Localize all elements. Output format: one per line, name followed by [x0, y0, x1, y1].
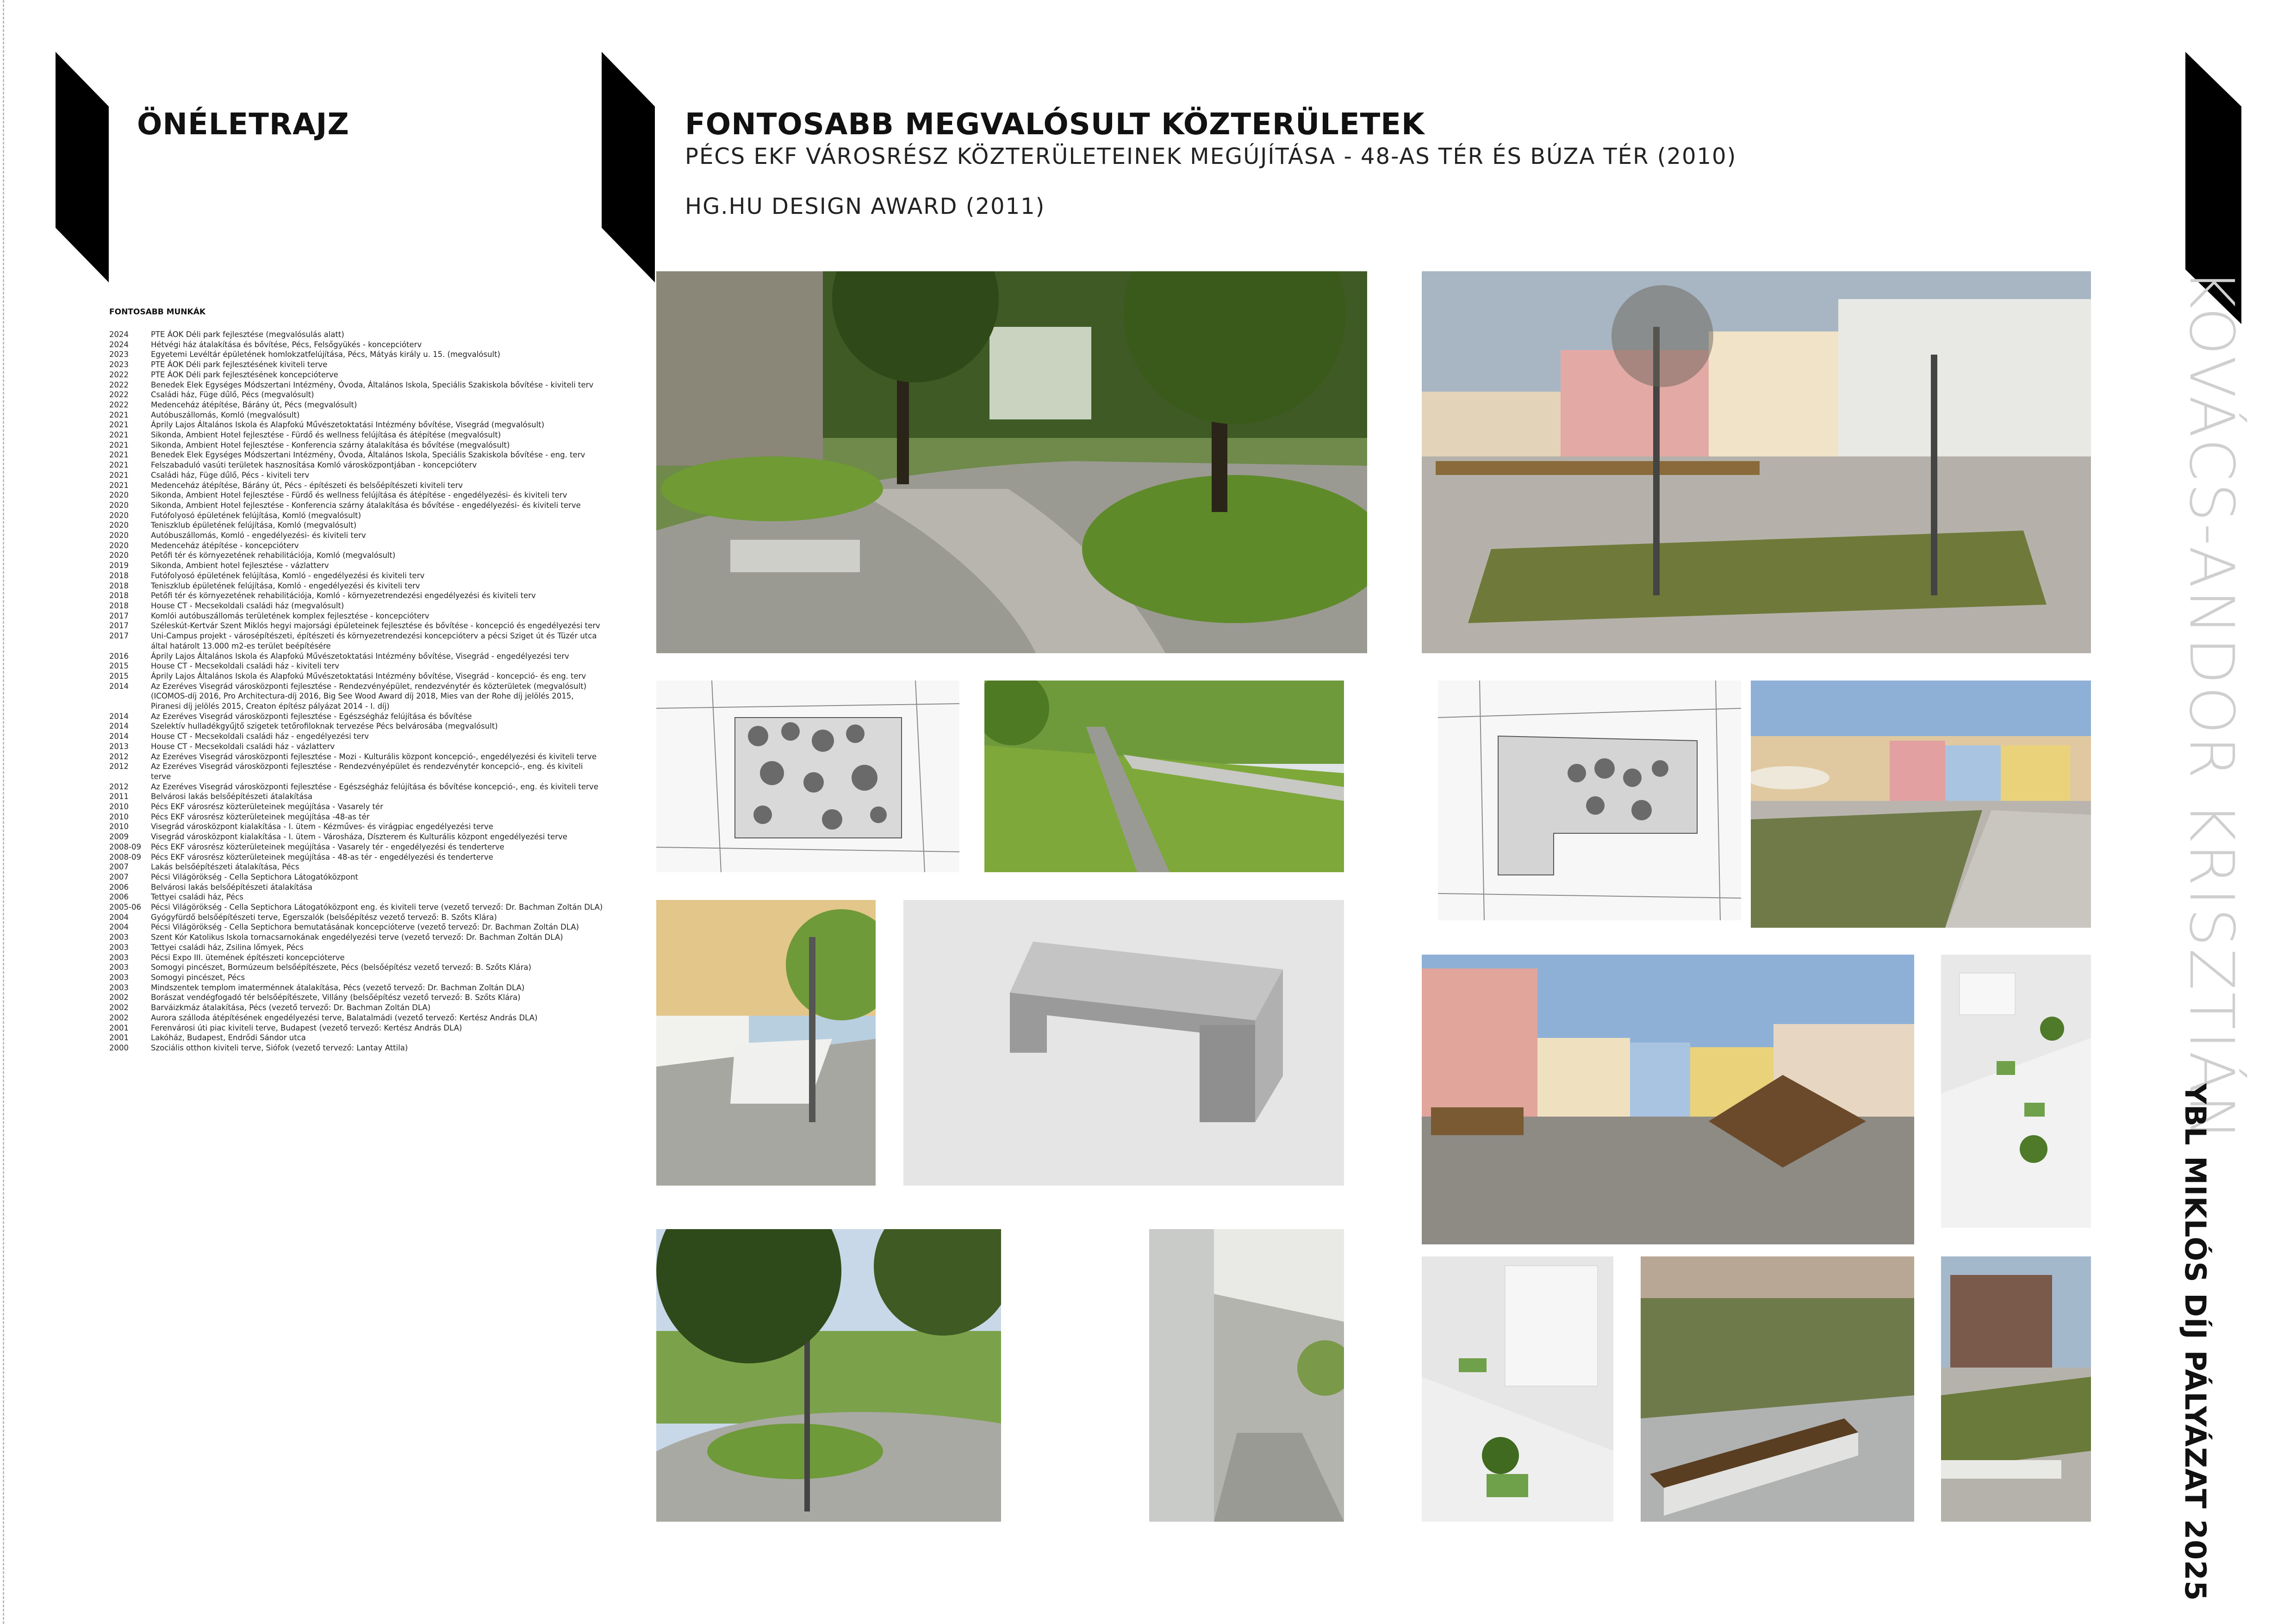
work-description: Komlói autóbuszállomás területének komplex fejlesztése - koncepcióterv — [151, 611, 429, 620]
work-description: Családi ház, Füge dűlő, Pécs - kiviteli terv — [151, 470, 310, 480]
work-item — [109, 430, 609, 440]
left-black-shape — [56, 52, 109, 282]
site-plan-buza — [1438, 681, 1741, 920]
work-description: Szent Kór Katolikus Iskola tornacsarnokának engedélyezési terve (vezető tervező: Dr. Bachman Zoltán DLA) — [151, 933, 563, 942]
work-description: Benedek Elek Egységes Módszertani Intézmény, Óvoda, Általános Iskola, Speciális Szakiskola bővítése - kiviteli terv — [151, 380, 594, 389]
work-description: House CT - Mecsekoldali családi ház (megvalósult) — [151, 601, 344, 610]
works-list-title: FONTOSABB MUNKÁK — [109, 307, 206, 317]
work-item — [109, 621, 609, 631]
work-description: Gyógyfürdő belsőépítészeti terve, Egerszalók (belsőépítész vezető tervező: B. Szőts Klára) — [151, 912, 497, 922]
work-item — [109, 962, 609, 973]
work-year: 2012 — [109, 782, 129, 791]
work-year: 2010 — [109, 802, 129, 812]
work-description: Sikonda, Ambient Hotel fejlesztése - Konferencia szárny átalakítása és bővítése - engedélyezési- és kiviteli terve — [151, 500, 581, 510]
award-line: HG.HU DESIGN AWARD (2011) — [685, 194, 1045, 219]
work-description: Pécs EKF városrész közterületeinek megújítása - Vasarely tér — [151, 802, 383, 812]
work-year: 2002 — [109, 993, 129, 1002]
work-item — [109, 1023, 609, 1033]
work-year: 2018 — [109, 601, 129, 610]
work-description: Autóbuszállomás, Komló - engedélyezési- és kiviteli terv — [151, 531, 366, 540]
work-description: Somogyi pincészet, Bormúzeum belsőépítészete, Pécs (belsőépítész vezető tervező: B. Szőts Klára) — [151, 963, 531, 972]
work-item — [109, 511, 609, 521]
work-description: House CT - Mecsekoldali családi ház - engedélyezési terv — [151, 732, 369, 741]
work-description: PTE ÁOK Déli park fejlesztése (megvalósulás alatt) — [151, 330, 344, 339]
park-path-photo — [656, 1229, 1001, 1522]
work-description: PTE ÁOK Déli park fejlesztésének kiviteli terve — [151, 360, 328, 369]
work-item — [109, 812, 609, 822]
work-description: Belvárosi lakás belsőépítészeti átalakítása — [151, 882, 313, 892]
work-item — [109, 390, 609, 400]
work-item — [109, 520, 609, 531]
work-item — [109, 330, 609, 340]
work-item — [109, 712, 609, 722]
work-item — [109, 731, 609, 742]
work-description: Mindszentek templom imaterménnek átalakítása, Pécs (vezető tervező: Dr. Bachman Zoltán DLA) — [151, 983, 525, 992]
work-year: 2018 — [109, 571, 129, 580]
work-description: Pécs EKF városrész közterületeinek megújítása -48-as tér — [151, 812, 370, 821]
works-list — [109, 330, 609, 1053]
work-year: 2012 — [109, 762, 129, 771]
work-year: 2008-09 — [109, 842, 141, 851]
work-description: Teniszklub épületének felújítása, Komló (megvalósult) — [151, 521, 357, 530]
work-year: 2003 — [109, 943, 129, 952]
work-item — [109, 742, 609, 752]
work-year: 2019 — [109, 561, 129, 570]
work-item — [109, 350, 609, 360]
work-description: Autóbuszállomás, Komló (megvalósult) — [151, 410, 300, 419]
work-item — [109, 953, 609, 963]
work-description: Áprily Lajos Általános Iskola és Alapfokú Művészetoktatási Intézmény bővítése, Visegrád (megvalósult) — [151, 420, 545, 430]
buza-ter-street-photo — [1751, 681, 2091, 928]
work-description: Uni-Campus projekt - városépítészeti, építészeti és környezetrendezési koncepcióterv a pécsi Sziget út és Tüzér utca által határolt 13.000 m2-es terület beépítésére — [151, 631, 597, 650]
work-description: Medencehάz átépítése - koncepcióterv — [151, 541, 299, 550]
work-year: 2006 — [109, 882, 129, 892]
work-description: Felszabaduló vasúti területek hasznosítása Komló városközpontjában - koncepcióterv — [151, 461, 477, 470]
main-title: FONTOSABB MEGVALÓSULT KÖZTERÜLETEK — [685, 107, 1425, 142]
work-item — [109, 661, 609, 671]
work-item — [109, 822, 609, 832]
work-description: Sikonda, Ambient Hotel fejlesztése - Konferencia szárny átalakítása és bővítése (megvalósult) — [151, 440, 510, 450]
work-item — [109, 380, 609, 390]
work-description: Lakás belsőépítészeti átalakítása, Pécs — [151, 862, 299, 872]
white-model-photo — [1941, 955, 2091, 1228]
work-description: Az Ezeréves Visegrád városközponti fejlesztése - Rendezvényépület és rendezvénytér koncepció-, eng. és kiviteli terve — [151, 762, 583, 781]
work-year: 2018 — [109, 591, 129, 600]
work-item — [109, 541, 609, 551]
work-year: 2024 — [109, 340, 129, 349]
work-item — [109, 872, 609, 882]
work-description: Medencehάz átépítése, Bárány út, Pécs (megvalósult) — [151, 400, 357, 409]
grass-wall-photo — [984, 681, 1344, 872]
work-item — [109, 882, 609, 893]
work-item — [109, 1033, 609, 1043]
work-year: 2021 — [109, 450, 129, 460]
work-year: 2010 — [109, 822, 129, 831]
work-year: 2023 — [109, 350, 129, 359]
work-description: Lakóház, Budapest, Endrődi Sándor utca — [151, 1033, 306, 1043]
work-description: Visegrád városközpont kialakítása - I. ütem - Kézműves- és virágpiac engedélyezési terve — [151, 822, 493, 831]
work-year: 2004 — [109, 912, 129, 922]
work-year: 2003 — [109, 983, 129, 992]
work-year: 2022 — [109, 390, 129, 400]
work-description: Medencehάz átépítése, Bárány út, Pécs - építészeti és belsőépítészeti kiviteli terv — [151, 481, 463, 490]
work-year: 2021 — [109, 410, 129, 419]
work-item — [109, 450, 609, 460]
work-description: Aurora szálloda átépítésének engedélyezési terve, Balatalmádi (vezető tervező: Kertész András DLA) — [151, 1013, 538, 1022]
work-year: 2017 — [109, 631, 129, 641]
work-year: 2024 — [109, 330, 129, 339]
work-year: 2015 — [109, 662, 129, 671]
work-year: 2009 — [109, 832, 129, 842]
work-description: Barváizkmáz átalakítása, Pécs (vezető tervező: Dr. Bachman Zoltán DLA) — [151, 1003, 431, 1012]
work-item — [109, 370, 609, 380]
work-item — [109, 681, 609, 692]
work-year: 2014 — [109, 681, 129, 691]
work-item — [109, 671, 609, 681]
work-description: Belvárosi lakás belsőépítészeti átalakítása — [151, 792, 313, 801]
work-year: 2002 — [109, 1003, 129, 1012]
work-item — [109, 591, 609, 601]
main-subtitle: PÉCS EKF VÁROSRÉSZ KÖZTERÜLETEINEK MEGÚJÍTÁSA - 48-AS TÉR ÉS BÚZA TÉR (2010) — [685, 144, 1737, 169]
work-description: PTE ÁOK Déli park fejlesztésének koncepcióterve — [151, 370, 338, 379]
park-bench-photo — [656, 271, 1367, 653]
work-description: (ICOMOS-díj 2016, Pro Architectura-díj 2016, Big See Wood Award díj 2018, Mies van der Rohe díj jelölés 2015, Piranesi díj jelölés 2015, Creaton építész pályázat 2014 - I. díj) — [151, 692, 574, 711]
work-description: Pécsi Expo III. ütemének építészeti koncepcióterve — [151, 953, 345, 962]
work-year: 2020 — [109, 511, 129, 520]
work-item — [109, 631, 609, 651]
work-item — [109, 852, 609, 862]
work-year: 2021 — [109, 440, 129, 450]
work-year: 2003 — [109, 963, 129, 972]
work-item — [109, 862, 609, 872]
work-item — [109, 481, 609, 491]
work-year: 2022 — [109, 400, 129, 409]
work-item — [109, 762, 609, 781]
work-year: 2017 — [109, 621, 129, 631]
work-description: Pécsi Világörökség - Cella Septichora Látogatóközpont — [151, 872, 358, 881]
work-year: 2011 — [109, 792, 129, 801]
work-item — [109, 752, 609, 762]
work-item — [109, 340, 609, 350]
work-year: 2008-09 — [109, 852, 141, 862]
work-description: Az Ezeréves Visegrád városközponti fejlesztése - Egészségház felújítása és bővítése koncepció-, eng. és kiviteli terve — [151, 782, 598, 791]
work-item — [109, 943, 609, 953]
work-item — [109, 1013, 609, 1023]
work-year: 2015 — [109, 671, 129, 681]
work-description: Teniszklub épületének felújítása, Komló - engedélyezési és kiviteli terv — [151, 581, 420, 590]
work-item — [109, 973, 609, 983]
work-year: 2023 — [109, 360, 129, 369]
work-item — [109, 581, 609, 591]
work-year — [109, 691, 151, 711]
work-description: Tettyei családi ház, Pécs — [151, 893, 243, 902]
work-description: Az Ezeréves Visegrád városközponti fejlesztése - Rendezvényépület, rendezvénytér és közterületek (megvalósult) — [151, 681, 587, 691]
work-year: 2020 — [109, 551, 129, 560]
work-item — [109, 460, 609, 470]
work-description: Egyetemi Levéltár épületének homlokzatfelújítása, Pécs, Mátyás király u. 15. (megvalósult) — [151, 350, 500, 359]
work-year: 2021 — [109, 470, 129, 480]
work-item — [109, 400, 609, 410]
work-year: 2022 — [109, 370, 129, 379]
work-year: 2017 — [109, 611, 129, 620]
work-item — [109, 842, 609, 852]
work-item — [109, 912, 609, 923]
work-year: 2013 — [109, 742, 129, 751]
work-item — [109, 440, 609, 450]
work-year: 2018 — [109, 581, 129, 590]
work-item — [109, 500, 609, 511]
building-ramp-photo — [656, 900, 876, 1186]
work-item — [109, 420, 609, 430]
work-description: Pécsi Világörökség - Cella Septichora Látogatóközpont eng. és kiviteli terve (vezető tervező: Dr. Bachman Zoltán DLA) — [151, 903, 603, 912]
work-year: 2002 — [109, 1013, 129, 1022]
work-item — [109, 922, 609, 932]
work-description: Sikonda, Ambient hotel fejlesztése - vázlatterv — [151, 561, 329, 570]
middle-black-shape — [602, 52, 655, 282]
work-year: 2007 — [109, 862, 129, 872]
competition-title: YBL MIKLÓS DÍJ PÁLYÁZAT 2025 — [2178, 1083, 2212, 1601]
work-item — [109, 651, 609, 662]
work-year: 2020 — [109, 491, 129, 500]
work-year: 2001 — [109, 1033, 129, 1043]
work-year: 2006 — [109, 893, 129, 902]
work-year: 2021 — [109, 431, 129, 440]
work-year: 2007 — [109, 872, 129, 881]
work-description: Szociális otthon kiviteli terve, Siófok (vezető tervező: Lantay Attila) — [151, 1043, 408, 1052]
work-description: Sikonda, Ambient Hotel fejlesztése - Fürdő és wellness felújítása és átépítése - engedélyezési- és kiviteli terv — [151, 491, 567, 500]
work-item — [109, 983, 609, 993]
work-year: 2003 — [109, 933, 129, 942]
work-year: 2014 — [109, 712, 129, 721]
work-item — [109, 932, 609, 943]
work-description: Sikonda, Ambient Hotel fejlesztése - Fürdő és wellness felújítása és átépítése (megvalósult) — [151, 431, 501, 440]
work-description: Benedek Elek Egységes Módszertani Intézmény, Óvoda, Általános Iskola, Speciális Szakiskola bővítése - eng. terv — [151, 450, 585, 460]
work-description: Áprily Lajos Általános Iskola és Alapfokú Művészetoktatási Intézmény bővítése, Visegrád - koncepció- és eng. terv — [151, 671, 586, 681]
work-year: 2021 — [109, 481, 129, 490]
work-item — [109, 611, 609, 621]
work-item — [109, 721, 609, 731]
work-item — [109, 531, 609, 541]
work-item — [109, 561, 609, 571]
work-item — [109, 601, 609, 611]
work-description: Petőfi tér és környezetének rehabilitációja, Komló - környezetrendezési engedélyezési és kiviteli terv — [151, 591, 536, 600]
model-closeup-photo — [1422, 1256, 1613, 1522]
work-year: 2003 — [109, 973, 129, 982]
site-plan-48as — [656, 681, 959, 872]
work-description: Széleskút-Kertvár Szent Miklós hegyi majorsági épületeinek fejlesztése és bővítése - koncepció és engedélyezési terv — [151, 621, 600, 631]
work-item — [109, 691, 609, 711]
work-item — [109, 892, 609, 902]
work-description: Áprily Lajos Általános Iskola és Alapfokú Művészetoktatási Intézmény bővítése, Visegrád - engedélyezési terv — [151, 651, 569, 661]
cv-title: ÖNÉLETRAJZ — [137, 107, 349, 142]
work-description: Borászat vendégfogadó tér belsőépítészete, Villány (belsőépítész vezető tervező: B. Szőts Klára) — [151, 993, 521, 1002]
work-year: 2021 — [109, 420, 129, 430]
work-year: 2010 — [109, 812, 129, 821]
work-item — [109, 1043, 609, 1053]
work-year: 2022 — [109, 380, 129, 389]
work-item — [109, 802, 609, 812]
work-item — [109, 993, 609, 1003]
work-year: 2020 — [109, 500, 129, 510]
planter-building-photo — [1941, 1256, 2091, 1522]
work-year: 2014 — [109, 732, 129, 741]
work-description: Ferenvárosi úti piac kiviteli terve, Budapest (vezető tervező: Kertész András DLA) — [151, 1023, 462, 1032]
work-description: Petőfi tér és környezetének rehabilitációja, Komló (megvalósult) — [151, 551, 396, 560]
work-description: Az Ezeréves Visegrád városközponti fejlesztése - Egészségház felújítása és bővítése — [151, 712, 472, 721]
work-description: Visegrád városközpont kialakítása - I. ütem - Városháza, Díszterem és Kulturális központ engedélyezési terve — [151, 832, 567, 842]
work-item — [109, 1003, 609, 1013]
market-square-photo — [1422, 271, 2091, 653]
work-item — [109, 902, 609, 912]
work-item — [109, 832, 609, 842]
work-item — [109, 410, 609, 420]
work-item — [109, 571, 609, 581]
work-year: 2020 — [109, 521, 129, 530]
work-year: 2014 — [109, 722, 129, 731]
work-description: House CT - Mecsekoldali családi ház - kiviteli terv — [151, 662, 339, 671]
work-description: Pécs EKF városrész közterületeinek megújítása - 48-as tér - engedélyezési és tenderterve — [151, 852, 493, 862]
work-year: 2004 — [109, 923, 129, 932]
concrete-bench-render — [903, 900, 1344, 1186]
work-item — [109, 782, 609, 792]
work-description: Pécsi Világörökség - Cella Septichora bemutatásának koncepcióterve (vezető tervező: Dr. Bachman Zoltán DLA) — [151, 923, 579, 932]
architect-name: KOVÁCS-ANDOR KRISZTIÁN — [2176, 269, 2247, 1143]
work-year: 2000 — [109, 1043, 129, 1052]
work-description: Pécs EKF városrész közterületeinek megújítása - Vasarely tér - engedélyezési és tenderterve — [151, 842, 504, 851]
work-year: 2021 — [109, 461, 129, 470]
work-description: Futófolyosó épületének felújítása, Komló - engedélyezési és kiviteli terv — [151, 571, 425, 580]
work-item — [109, 490, 609, 500]
work-year: 2005-06 — [109, 903, 141, 912]
work-item — [109, 792, 609, 802]
work-description: Szelektív hulladékgyűjtő szigetek tetőrofiloknak tervezése Pécs belvárosába (megvalósult) — [151, 722, 498, 731]
work-description: Hétvégi ház átalakítása és bővítése, Pécs, Felsőgyükés - koncepcióterv — [151, 340, 422, 349]
work-year: 2001 — [109, 1023, 129, 1032]
concrete-wall-photo — [1149, 1229, 1344, 1522]
work-item — [109, 470, 609, 481]
work-description: Futófolyosó épületének felújítása, Komló (megvalósult) — [151, 511, 361, 520]
work-year: 2012 — [109, 752, 129, 761]
work-item — [109, 360, 609, 370]
work-year: 2016 — [109, 651, 129, 661]
wood-bench-photo — [1641, 1256, 1914, 1522]
work-description: Somogyi pincészet, Pécs — [151, 973, 245, 982]
work-description: Az Ezeréves Visegrád városközponti fejlesztése - Mozi - Kulturális központ koncepció-, engedélyezési és kiviteli terve — [151, 752, 597, 761]
work-description: House CT - Mecsekoldali családi ház - vázlatterv — [151, 742, 335, 751]
work-description: Tettyei családi ház, Zsilina lőmyek, Pécs — [151, 943, 304, 952]
work-year: 2020 — [109, 541, 129, 550]
work-year: 2003 — [109, 953, 129, 962]
work-description: Családi ház, Füge dűlő, Pécs (megvalósult) — [151, 390, 314, 400]
buza-ter-market-photo — [1422, 955, 1914, 1244]
work-year: 2020 — [109, 531, 129, 540]
work-item — [109, 550, 609, 561]
